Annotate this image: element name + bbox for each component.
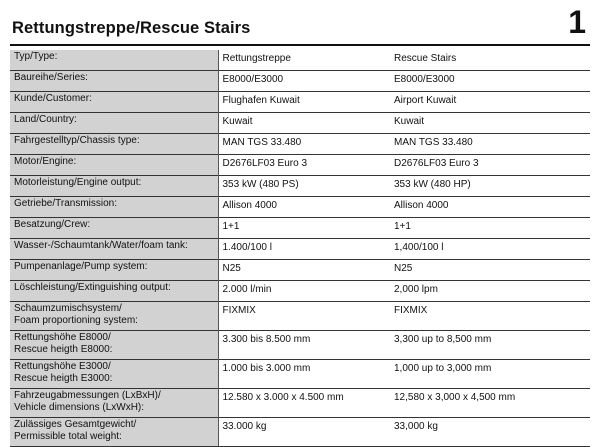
value-english: Kuwait [390,113,590,134]
row-label-line: Foam proportioning system: [14,315,138,326]
row-label-line: Permissible total weight: [14,431,122,442]
row-label-line: Kunde/Customer: [14,93,92,104]
row-label-line: Rettungshöhe E8000/ [14,332,111,343]
page-title: Rettungstreppe/Rescue Stairs [12,19,251,37]
row-label-line: Löschleistung/Extinguishing output: [14,282,171,293]
table-row [10,155,590,176]
row-label [10,113,218,134]
row-label-line: Rescue heigth E8000: [14,344,113,355]
row-label [10,71,218,92]
table-row [10,71,590,92]
value-german: MAN TGS 33.480 [218,134,390,155]
row-label-line: Motor/Engine: [14,156,77,167]
value-english: FIXMIX [390,302,590,331]
row-label [10,418,218,447]
spec-table-body [10,50,590,447]
table-row [10,302,590,331]
value-german: Flughafen Kuwait [218,92,390,113]
table-row [10,331,590,360]
row-label-line: Motorleistung/Engine output: [14,177,142,188]
row-label [10,302,218,331]
row-label-line: Baureihe/Series: [14,72,88,83]
value-english: 2,000 lpm [390,281,590,302]
row-label-line: Zulässiges Gesamtgewicht/ [14,419,137,430]
row-label [10,360,218,389]
row-label [10,176,218,197]
table-row [10,176,590,197]
table-row [10,218,590,239]
row-label-line: Pumpenanlage/Pump system: [14,261,148,272]
row-label [10,155,218,176]
value-english: MAN TGS 33.480 [390,134,590,155]
row-label-line: Vehicle dimensions (LxWxH): [14,402,145,413]
value-english: E8000/E3000 [390,71,590,92]
value-english: D2676LF03 Euro 3 [390,155,590,176]
table-row [10,260,590,281]
value-english: 3,300 up to 8,500 mm [390,331,590,360]
value-german: E8000/E3000 [218,71,390,92]
value-german: 12.580 x 3.000 x 4.500 mm [218,389,390,418]
row-label [10,260,218,281]
table-row [10,239,590,260]
value-german: 1+1 [218,218,390,239]
value-english: 1+1 [390,218,590,239]
value-english: 1,000 up to 3,000 mm [390,360,590,389]
value-english: Allison 4000 [390,197,590,218]
table-row [10,389,590,418]
row-label [10,50,218,71]
row-label-line: Typ/Type: [14,51,58,62]
value-english: 1,400/100 l [390,239,590,260]
row-label [10,281,218,302]
row-label-line: Rettungshöhe E3000/ [14,361,111,372]
value-german: Kuwait [218,113,390,134]
value-english: 12,580 x 3,000 x 4,500 mm [390,389,590,418]
value-german: N25 [218,260,390,281]
row-label-line: Besatzung/Crew: [14,219,91,230]
row-label [10,92,218,113]
table-row [10,92,590,113]
value-german: 3.300 bis 8.500 mm [218,331,390,360]
table-row [10,113,590,134]
row-label [10,389,218,418]
table-row [10,281,590,302]
row-label [10,197,218,218]
row-label-line: Wasser-/Schaumtank/Water/foam tank: [14,240,188,251]
value-german: FIXMIX [218,302,390,331]
row-label [10,331,218,360]
row-label-line: Fahrgestelltyp/Chassis type: [14,135,140,146]
title-divider [10,44,590,46]
row-label-line: Getriebe/Transmission: [14,198,117,209]
value-english: 353 kW (480 HP) [390,176,590,197]
value-english: Airport Kuwait [390,92,590,113]
value-german: 1.400/100 l [218,239,390,260]
value-english: Rescue Stairs [394,53,457,64]
value-english: 33,000 kg [390,418,590,447]
page-number: 1 [568,4,586,40]
value-english: N25 [390,260,590,281]
row-label [10,218,218,239]
value-german: 353 kW (480 PS) [218,176,390,197]
spec-table [10,50,590,447]
value-german: 33.000 kg [218,418,390,447]
row-label-line: Land/Country: [14,114,77,125]
row-label [10,134,218,155]
row-label-line: Schaumzumischsystem/ [14,303,122,314]
table-row [10,360,590,389]
row-label-line: Rescue heigth E3000: [14,373,113,384]
value-german: Allison 4000 [218,197,390,218]
row-label [10,239,218,260]
table-row [10,134,590,155]
value-german: 2.000 l/min [218,281,390,302]
value-german: 1.000 bis 3.000 mm [218,360,390,389]
table-row [10,197,590,218]
table-row [10,50,590,71]
value-german: D2676LF03 Euro 3 [218,155,390,176]
value-german: Rettungstreppe [222,53,291,64]
table-row [10,418,590,447]
row-label-line: Fahrzeugabmessungen (LxBxH)/ [14,390,161,401]
